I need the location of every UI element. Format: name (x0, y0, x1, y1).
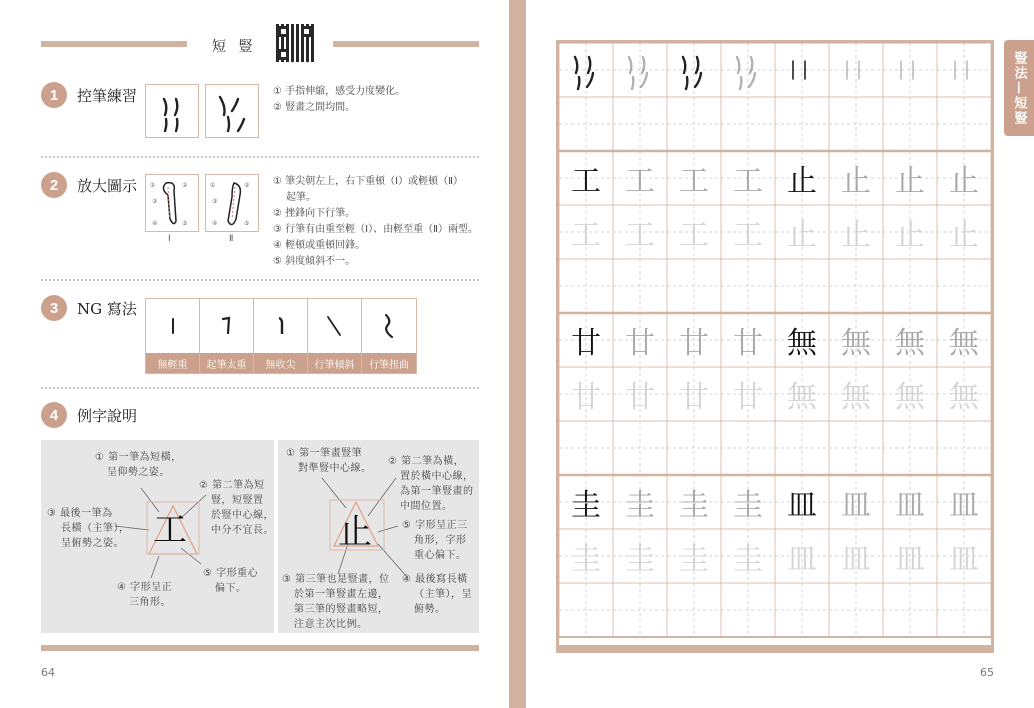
section-2-note-4: ③ 行筆有由重至輕（Ⅰ）、由輕至重（Ⅱ）兩型。 (273, 224, 479, 235)
practice-char: 止 (895, 164, 925, 199)
practice-char: 工 (571, 218, 601, 253)
section-title-2: 放大圖示 (77, 177, 138, 195)
practice-char: 工 (625, 164, 655, 199)
practice-char: 廿 (625, 380, 655, 415)
ng-label-2: 起筆太重 (200, 353, 253, 373)
practice-char: 圭 (625, 542, 655, 577)
practice-char: 圭 (571, 488, 601, 523)
practice-char: 工 (625, 218, 655, 253)
practice-char: 止 (949, 218, 979, 253)
practice-char: 止 (895, 218, 925, 253)
practice-char: 止 (787, 164, 817, 199)
practice-char: 皿 (787, 542, 817, 577)
practice-char: 止 (841, 218, 871, 253)
practice-char: 圭 (679, 488, 709, 523)
example-panel-right (278, 440, 479, 633)
practice-char: 皿 (841, 542, 871, 577)
divider (41, 387, 479, 389)
example-right-note-3: ③ 第三筆也是豎畫，位 於第一筆豎畫左邊， 第三筆的豎畫略短， 注意主次比例。 (282, 574, 390, 630)
practice-char: 無 (787, 380, 817, 415)
svg-text:①: ① (150, 182, 156, 189)
footer-rule-right (556, 645, 994, 651)
header-rule-left (41, 41, 187, 47)
magnified-diagram-1 (145, 174, 199, 232)
section-2-note-6: ⑤ 斜度傾斜不一。 (273, 256, 356, 267)
example-left-note-2: ② 第二筆為短 豎，短豎置 於豎中心線， 中分不宜長。 (199, 480, 274, 536)
practice-char: 止 (787, 218, 817, 253)
page-number-right: 65 (980, 666, 994, 679)
practice-char: 廿 (733, 326, 763, 361)
svg-text:③: ③ (152, 198, 158, 205)
practice-char: 工 (679, 164, 709, 199)
practice-char: 廿 (571, 380, 601, 415)
section-number-3: 3 (41, 295, 67, 321)
stroke-sample-1 (146, 85, 198, 137)
practice-char: 皿 (895, 488, 925, 523)
practice-char: 廿 (679, 326, 709, 361)
example-char-right: 止 (338, 512, 372, 552)
example-left-note-1: ① 第一筆為短橫， 呈仰勢之姿。 (95, 452, 182, 478)
practice-char: 無 (841, 326, 871, 361)
practice-char: 工 (733, 218, 763, 253)
svg-text:②: ② (182, 182, 188, 189)
page-number-left: 64 (41, 666, 55, 679)
practice-char: 無 (949, 326, 979, 361)
svg-text:⑤: ⑤ (182, 220, 188, 227)
footer-rule-left (41, 645, 479, 651)
practice-grid (556, 40, 994, 653)
practice-grid-chars (559, 43, 991, 650)
practice-char: 廿 (625, 326, 655, 361)
section-number-1: 1 (41, 82, 67, 108)
practice-char: 圭 (571, 542, 601, 577)
practice-char: 圭 (625, 488, 655, 523)
practice-char: 廿 (571, 326, 601, 361)
practice-char: 工 (679, 218, 709, 253)
ng-label-4: 行筆傾斜 (308, 353, 361, 373)
divider (41, 279, 479, 281)
section-2-note-3: ② 挫鋒向下行筆。 (273, 208, 356, 219)
example-right-note-1: ① 第一筆畫豎筆 對準豎中心線。 (286, 448, 372, 474)
stroke-sample-2 (206, 85, 258, 137)
practice-char: 皿 (949, 542, 979, 577)
practice-char: 圭 (733, 542, 763, 577)
practice-char: 工 (571, 164, 601, 199)
ng-strip (145, 298, 417, 374)
magnified-diagram-2 (205, 174, 259, 232)
diagram-label-1: Ⅰ (168, 234, 171, 244)
ng-label-3: 無收尖 (254, 353, 307, 373)
example-left-note-4: ④ 字形呈正 三角形。 (117, 582, 173, 608)
practice-char: 圭 (733, 488, 763, 523)
book-spine (509, 0, 526, 708)
practice-char: 無 (895, 326, 925, 361)
ng-cell-3 (254, 299, 308, 373)
ng-label-5: 行筆扭曲 (362, 353, 416, 373)
section-title-3: NG 寫法 (77, 300, 137, 318)
svg-text:④: ④ (212, 220, 218, 227)
qr-code-icon[interactable] (276, 24, 314, 62)
example-char-left: 工 (153, 510, 187, 550)
practice-char: 皿 (841, 488, 871, 523)
svg-text:②: ② (244, 182, 250, 189)
chapter-side-tab[interactable]: 豎法—短豎 (1004, 40, 1034, 136)
section-2-note-5: ④ 輕頓或重頓回鋒。 (273, 240, 366, 251)
svg-text:⑤: ⑤ (244, 220, 250, 227)
section-title-1: 控筆練習 (77, 87, 138, 105)
example-right-note-5: ⑤ 字形呈正三 角形，字形 重心偏下。 (402, 520, 468, 561)
practice-char: 廿 (733, 380, 763, 415)
section-1-note-1: ① 手指伸縮，感受力度變化。 (273, 86, 406, 97)
diagram-label-2: Ⅱ (229, 234, 234, 244)
practice-char: 皿 (895, 542, 925, 577)
practice-char: 無 (841, 380, 871, 415)
example-left-note-5: ⑤ 字形重心 偏下。 (203, 568, 259, 594)
ng-cell-1 (146, 299, 200, 373)
ng-cell-5 (362, 299, 416, 373)
example-right-note-4: ④ 最後寫長橫 （主筆），呈 俯勢。 (402, 574, 472, 615)
control-practice-box-2 (205, 84, 259, 138)
svg-text:④: ④ (152, 220, 158, 227)
page-title: 短 豎 (212, 39, 257, 55)
practice-char: 廿 (679, 380, 709, 415)
practice-char: 止 (949, 164, 979, 199)
svg-text:③: ③ (212, 198, 218, 205)
section-number-4: 4 (41, 402, 67, 428)
ng-cell-4 (308, 299, 362, 373)
example-left-note-3: ③ 最後一筆為 長橫（主筆）， 呈俯勢之姿。 (47, 508, 130, 549)
practice-char: 皿 (787, 488, 817, 523)
header-rule-right (333, 41, 479, 47)
ng-label-1: 無輕重 (146, 353, 199, 373)
practice-char: 無 (787, 326, 817, 361)
practice-char: 皿 (949, 488, 979, 523)
section-number-2: 2 (41, 172, 67, 198)
control-practice-box-1 (145, 84, 199, 138)
divider (41, 156, 479, 158)
section-title-4: 例字說明 (77, 407, 138, 425)
section-1-note-2: ② 豎畫之間均間。 (273, 102, 356, 113)
example-right-note-2: ② 第二筆為橫， 置於橫中心線， 為第一筆豎畫的 中間位置。 (388, 456, 474, 512)
example-panel-left (41, 440, 274, 633)
practice-char: 無 (949, 380, 979, 415)
svg-text:①: ① (210, 182, 216, 189)
section-2-note-2: 起筆。 (286, 192, 316, 203)
practice-char: 無 (895, 380, 925, 415)
ng-cell-2 (200, 299, 254, 373)
section-2-note-1: ① 筆尖朝左上，右下重頓（Ⅰ）或輕頓（Ⅱ） (273, 176, 464, 187)
practice-char: 工 (733, 164, 763, 199)
practice-char: 止 (841, 164, 871, 199)
practice-char: 圭 (679, 542, 709, 577)
